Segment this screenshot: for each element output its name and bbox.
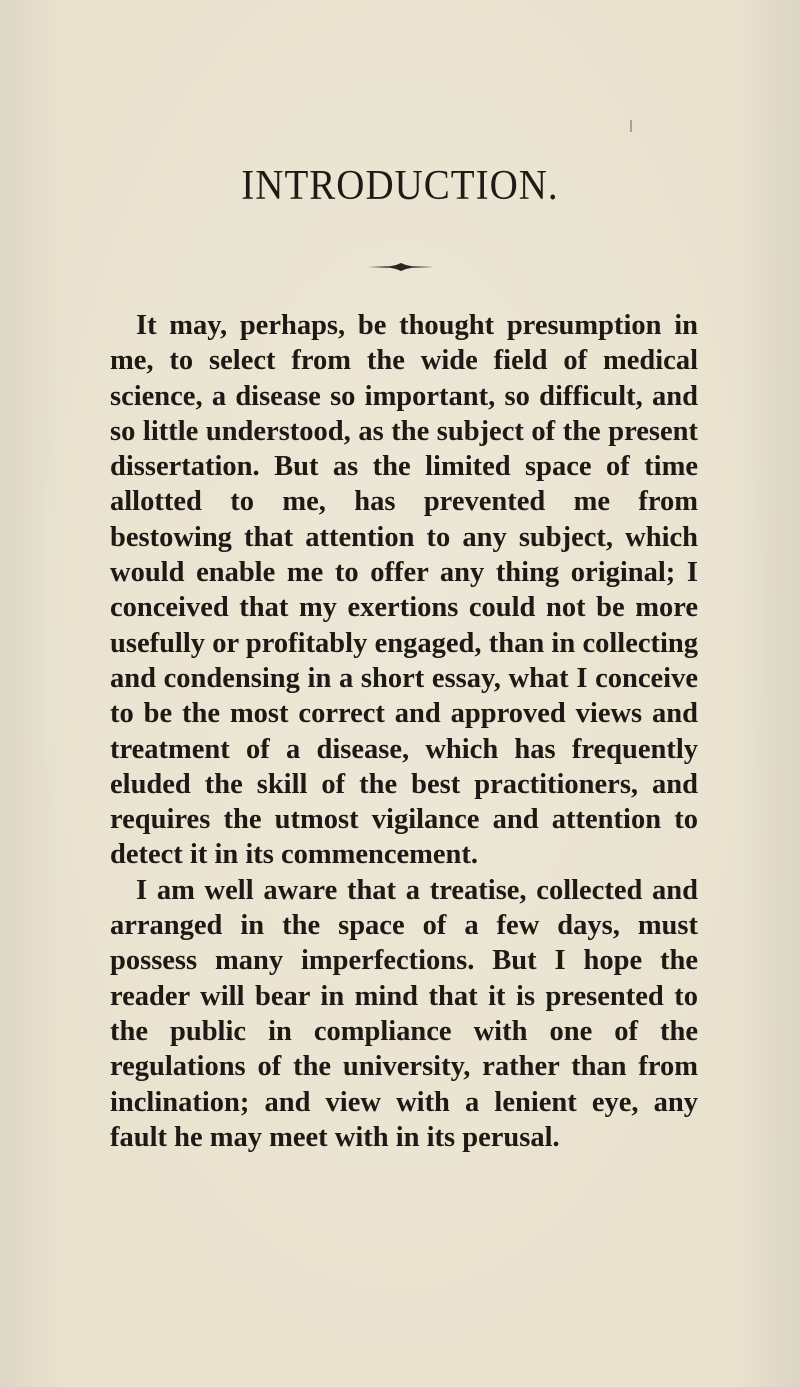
paper-speck <box>630 120 632 132</box>
body-text <box>110 308 698 1155</box>
rule-ornament-icon <box>368 262 434 272</box>
page-title: INTRODUCTION. <box>241 162 559 209</box>
paragraph-1: It may, perhaps, be thought presumption in me, to select from the wide field of medical science, a disease so important, so difficult, and so little understood, as the subject of the present dissertation. But as the limited space of time allotted to me, has prevented me from bestowing that attention to any subject, which would enable me to offer any thing original; I conceived that my exertions could not be more usefully or profitably engaged, than in collecting and condensing in a short essay, what I conceive to be the most correct and approved views and treatment of a disease, which has frequently eluded the skill of the best practitioners, and requires the utmost vigilance and attention to detect it in its commencement. <box>110 310 698 871</box>
paragraph-2: I am well aware that a treatise, collected and arranged in the space of a few days, must possess many imperfections. But I hope the reader will bear in mind that it is presented to the public in compliance with one of the regulations of the university, rather than from inclination; and view with a lenient eye, any fault he may meet with in its perusal. <box>110 874 698 1153</box>
